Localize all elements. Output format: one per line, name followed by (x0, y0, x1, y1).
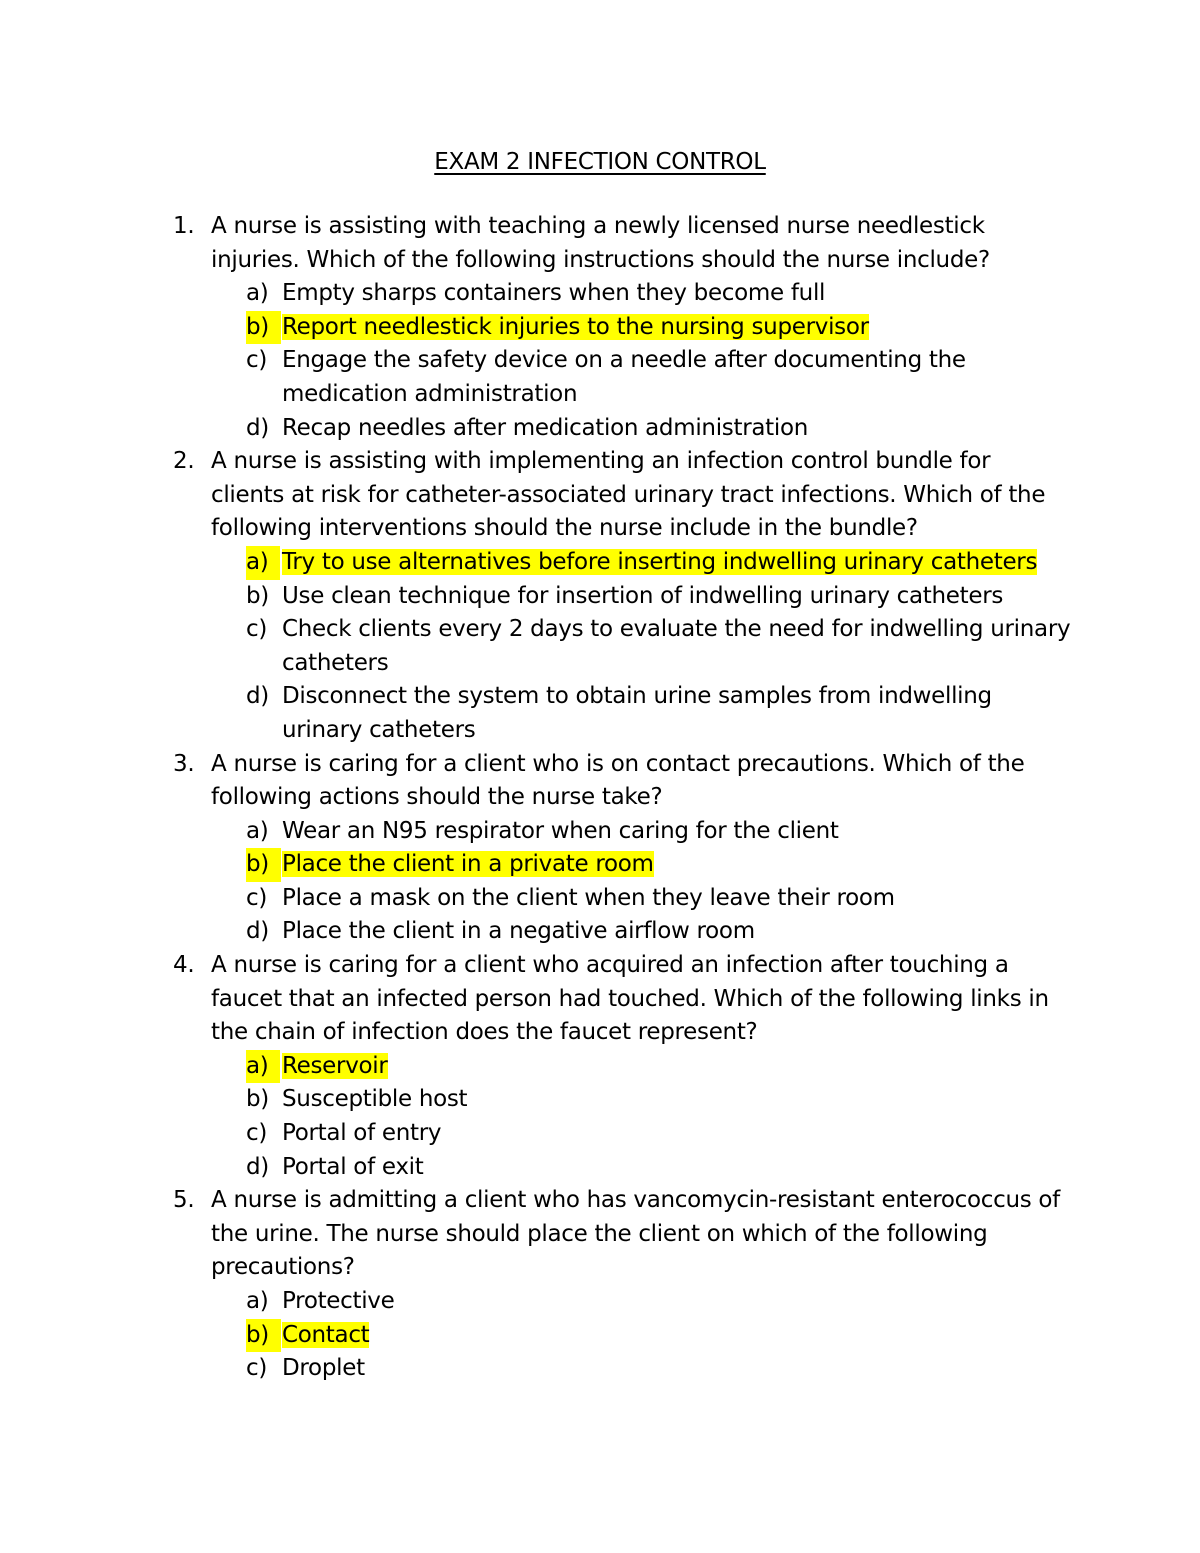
answer-option (246, 613, 1071, 680)
question-number: 5. (173, 1187, 195, 1214)
option-letter: d) (246, 414, 269, 441)
option-letter: a) (246, 817, 269, 844)
option-item (0, 1083, 1200, 1117)
answer-option (246, 1083, 1066, 1117)
question-item (0, 445, 1200, 747)
option-text: Portal of exit (282, 1153, 424, 1180)
option-letter: b) (246, 848, 281, 882)
option-text: Place a mask on the client when they leave their room (282, 884, 895, 911)
question-number: 2. (173, 448, 195, 475)
option-item (0, 1151, 1200, 1185)
option-letter: b) (246, 311, 281, 345)
answer-option (246, 815, 1066, 849)
answer-option (246, 1151, 1066, 1185)
answer-option (246, 1352, 1066, 1386)
option-item (0, 546, 1200, 580)
option-letter: a) (246, 280, 269, 307)
option-text: Empty sharps containers when they become full (282, 280, 826, 307)
option-text: Droplet (282, 1355, 365, 1382)
question-item (0, 949, 1200, 1184)
question-text: A nurse is caring for a client who is on contact precautions. Which of the following actions should the nurse take? (211, 750, 1025, 811)
question-number: 3. (173, 750, 195, 777)
option-text: Use clean technique for insertion of indwelling urinary catheters (282, 582, 1004, 609)
question-text: A nurse is caring for a client who acquired an infection after touching a faucet that an infected person had touched. Which of the following links in the chain of infection does the faucet represent? (211, 952, 1049, 1046)
option-item (0, 1050, 1200, 1084)
option-text: Report needlestick injuries to the nursing supervisor (282, 313, 869, 340)
question-number: 1. (173, 213, 195, 239)
option-item (0, 680, 1200, 747)
question-text: A nurse is assisting with implementing an infection control bundle for clients at risk for catheter-associated urinary tract infections. Which of the following interventions should the nurse include in the bundle? (211, 448, 1046, 542)
answer-option-highlighted (246, 1319, 1066, 1353)
option-letter: b) (246, 582, 269, 609)
option-item (0, 1352, 1200, 1386)
option-list (0, 1285, 1200, 1386)
option-letter: c) (246, 616, 268, 643)
option-text: Check clients every 2 days to evaluate the need for indwelling urinary catheters (282, 616, 1071, 676)
option-item (0, 580, 1200, 614)
option-item (0, 311, 1200, 345)
option-letter: c) (246, 1355, 268, 1382)
option-letter: d) (246, 683, 269, 710)
answer-option (246, 1285, 1066, 1319)
option-letter: d) (246, 1153, 269, 1180)
option-item (0, 613, 1200, 680)
answer-option-highlighted (246, 546, 1066, 580)
answer-option (246, 412, 1066, 446)
question-item (0, 748, 1200, 950)
option-letter: a) (246, 546, 280, 580)
option-list (0, 546, 1200, 748)
option-item (0, 882, 1200, 916)
option-text: Place the client in a negative airflow room (282, 918, 755, 945)
answer-option (246, 277, 1066, 311)
option-letter: c) (246, 1120, 268, 1147)
option-letter: c) (246, 347, 268, 374)
answer-option (246, 882, 1066, 916)
question-item (0, 210, 1200, 445)
option-item (0, 815, 1200, 849)
option-item (0, 1117, 1200, 1151)
option-letter: c) (246, 884, 268, 911)
option-letter: b) (246, 1319, 281, 1353)
option-letter: a) (246, 1288, 269, 1314)
answer-option (246, 1117, 1066, 1151)
answer-option (246, 680, 1066, 747)
option-letter: b) (246, 1086, 269, 1113)
option-text: Try to use alternatives before inserting indwelling urinary catheters (282, 548, 1038, 575)
option-text: Reservoir (282, 1052, 388, 1079)
option-item (0, 277, 1200, 311)
question-number: 4. (173, 952, 195, 979)
option-item (0, 1319, 1200, 1353)
answer-option (246, 580, 1066, 614)
option-text: Contact (282, 1321, 370, 1348)
option-text: Recap needles after medication administration (282, 414, 809, 441)
option-list (0, 1050, 1200, 1184)
option-text: Disconnect the system to obtain urine samples from indwelling urinary catheters (282, 683, 992, 743)
option-letter: d) (246, 918, 269, 945)
option-text: Portal of entry (282, 1120, 442, 1147)
question-list (0, 210, 1200, 1386)
answer-option-highlighted (246, 311, 1066, 345)
option-item (0, 1285, 1200, 1319)
answer-option (246, 915, 1066, 949)
question-text: A nurse is assisting with teaching a newly licensed nurse needlestick injuries. Which of the following instructions should the nurse include? (211, 213, 990, 273)
answer-option-highlighted (246, 1050, 1066, 1084)
document-title: EXAM 2 INFECTION CONTROL (434, 149, 766, 175)
answer-option (246, 344, 1066, 411)
option-item (0, 848, 1200, 882)
option-text: Wear an N95 respirator when caring for the client (282, 817, 839, 844)
option-item (0, 915, 1200, 949)
question-text: A nurse is admitting a client who has vancomycin-resistant enterococcus of the urine. The nurse should place the client on which of the following precautions? (211, 1187, 1060, 1281)
option-text: Protective (282, 1288, 395, 1314)
option-text: Place the client in a private room (282, 851, 654, 878)
answer-option-highlighted (246, 848, 1066, 882)
option-item (0, 412, 1200, 446)
question-item (0, 1184, 1200, 1386)
option-letter: a) (246, 1050, 280, 1084)
option-text: Susceptible host (282, 1086, 468, 1113)
option-item (0, 344, 1200, 411)
option-list (0, 815, 1200, 949)
option-text: Engage the safety device on a needle after documenting the medication administration (282, 347, 966, 407)
option-list (0, 277, 1200, 445)
